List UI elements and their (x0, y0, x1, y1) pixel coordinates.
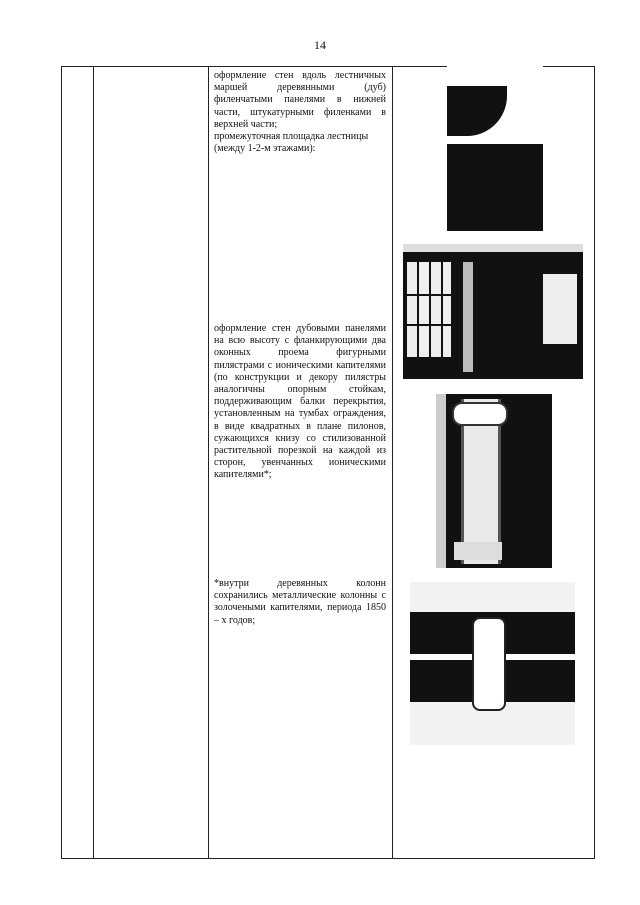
paragraph: промежуточная площадка лестницы (между 1-2-м этажами): (214, 131, 369, 155)
column-divider (93, 67, 94, 858)
description-table (61, 66, 595, 859)
paragraph: оформление стен вдоль лестничных маршей деревянными (дуб) филенчатыми панелями в нижней части, штукатурными филенками в верхней части; (214, 70, 386, 130)
row-1-text (214, 70, 386, 155)
row-2-text (214, 323, 386, 482)
interior-windows-photo (403, 244, 583, 379)
paragraph: оформление стен дубовыми панелями на всю высоту с фланкирующими два оконных проема фигурными пилястрами с ионическими капителями (по конструкции и декору пилястры аналогичны опорным стойкам, поддерживающим балки перекрытия, установленным на тумбах ограждения, в виде квадратных в плане пилонов, сужающихся книзу со стилизованной растительной порезкой на каждой из сторон, увенчанных ионическими капителями*; (214, 323, 386, 481)
paragraph: *внутри деревянных колонн сохранились металлические колонны с золочеными капителями, периода 1850 – х годов; (214, 578, 386, 626)
metal-column-capital-photo (410, 582, 575, 745)
stair-wall-panels-photo (447, 66, 543, 231)
column-divider (392, 67, 393, 858)
row-3-text (214, 578, 386, 627)
pilaster-photo (436, 394, 552, 568)
column-divider (208, 67, 209, 858)
page-number: 14 (314, 38, 326, 52)
